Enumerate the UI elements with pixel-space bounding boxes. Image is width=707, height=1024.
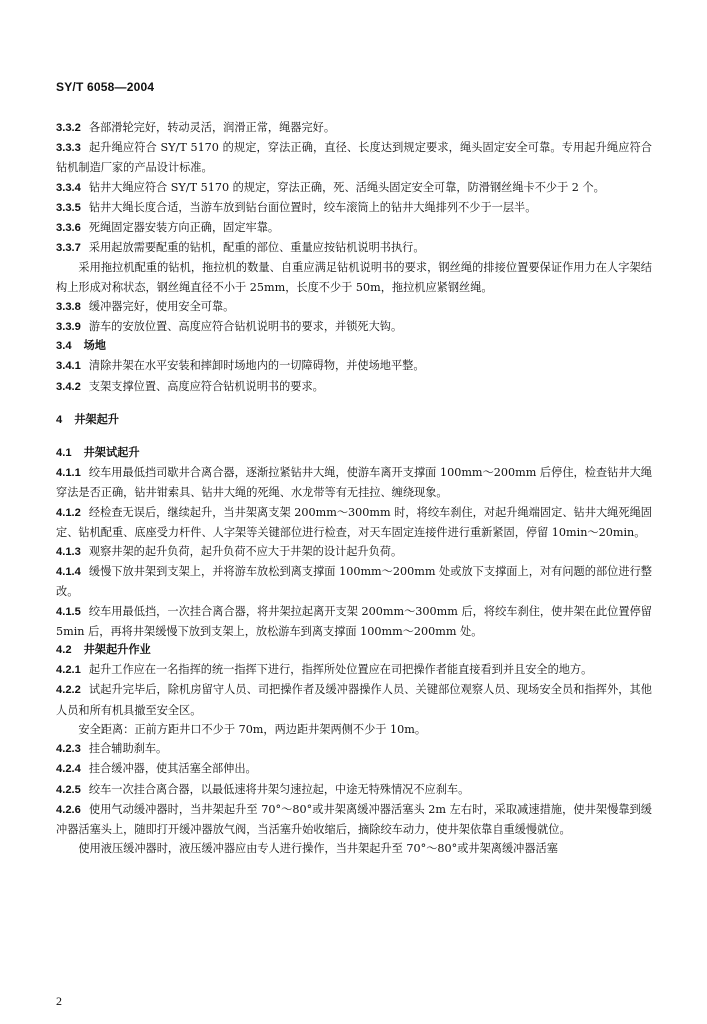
clause-number: 4 [56, 413, 63, 426]
clause-text: 试起升完毕后，除机房留守人员、司把操作者及缓冲器操作人员、关键部位观察人员、现场安全员和指挥外，其他人员和所有机具撤至安全区。 [56, 683, 652, 717]
clause-text: 缓慢下放井架到支架上，并将游车放松到离支撑面 100mm～200mm 处或放下支撑面上，对有问题的部位进行整改。 [56, 565, 652, 599]
document-body [56, 118, 652, 858]
clause-text: 清除井架在水平安装和摔卸时场地内的一切障碍物，并使场地平整。 [88, 359, 425, 373]
clause-number: 4.2.1 [56, 664, 81, 677]
clause-paragraph [56, 297, 652, 317]
clause-text: 挂合辅助刹车。 [88, 742, 168, 756]
standard-code-header: SY/T 6058—2004 [56, 80, 155, 94]
clause-paragraph [56, 238, 652, 258]
clause-paragraph [56, 377, 652, 397]
clause-paragraph [56, 800, 652, 839]
clause-number: 3.3.7 [56, 242, 81, 255]
clause-paragraph [56, 503, 652, 542]
clause-number: 4.2.6 [56, 803, 81, 816]
clause-text: 起升绳应符合 SY/T 5170 的规定，穿法正确，直径、长度达到规定要求，绳头固定安全可靠。专用起升绳应符合钻机制造厂家的产品设计标准。 [56, 141, 652, 175]
clause-paragraph [56, 178, 652, 198]
clause-number: 3.3.9 [56, 321, 81, 334]
clause-number: 4.1 [56, 447, 72, 460]
clause-text: 经检查无误后，继续起升，当井架离支架 200mm～300mm 时，将绞车刹住，对起升绳端固定、钻井大绳死绳固定、钻机配重、底座受力杆件、人字架等关键部位进行检查，对天车固定连接件进行重新紧固，停留 10min～20min。 [56, 505, 652, 539]
chapter-heading [56, 411, 652, 430]
clause-paragraph [56, 463, 652, 502]
clause-number: 3.3.5 [56, 201, 81, 214]
clause-text: 使用液压缓冲器时，液压缓冲器应由专人进行操作，当井架起升至 70°～80°或井架离缓冲器活塞 [78, 842, 558, 856]
clause-number: 3.3.8 [56, 300, 81, 313]
clause-text: 采用拖拉机配重的钻机，拖拉机的数量、自重应满足钻机说明书的要求，钢丝绳的排接位置要保证作用力在人字架结构上形成对称状态，钢丝绳直径不小于 25mm，长度不少于 50m，拖拉机应紧钢丝绳。 [56, 261, 652, 294]
clause-text: 采用起放需要配重的钻机，配重的部位、重量应按钻机说明书执行。 [88, 241, 425, 255]
clause-text: 绞车用最低挡司歇井合离合器，逐渐拉紧钻井大绳，使游车离开支撑面 100mm～200mm 后停住，检查钻井大绳穿法是否正确，钻井钳索具、钻井大绳的死绳、水龙带等有无挂拉、缠绕现象。 [56, 466, 652, 500]
section-heading [56, 444, 652, 463]
clause-text: 死绳固定器安装方向正确，固定牢靠。 [88, 221, 280, 235]
clause-text: 井架起升 [74, 413, 119, 426]
clause-paragraph [56, 138, 652, 177]
clause-number: 4.2.5 [56, 783, 81, 796]
section-heading [56, 337, 652, 356]
clause-paragraph [56, 218, 652, 238]
clause-number: 4.1.5 [56, 605, 81, 618]
clause-number: 3.3.3 [56, 142, 81, 155]
clause-paragraph [56, 602, 652, 641]
clause-text: 支架支撑位置、高度应符合钻机说明书的要求。 [88, 379, 324, 393]
clause-number: 4.2.4 [56, 763, 81, 776]
clause-paragraph [56, 258, 652, 296]
clause-paragraph [56, 780, 652, 800]
clause-text: 场地 [83, 340, 106, 353]
clause-text: 观察井架的起升负荷，起升负荷不应大于井架的设计起升负荷。 [88, 545, 403, 559]
clause-number: 4.1.4 [56, 566, 81, 579]
clause-paragraph [56, 680, 652, 719]
clause-paragraph [56, 356, 652, 376]
clause-text: 钻井大绳应符合 SY/T 5170 的规定，穿法正确，死、活绳头固定安全可靠，防滑钢丝绳卡不少于 2 个。 [88, 180, 605, 194]
clause-text: 起升工作应在一名指挥的统一指挥下进行，指挥所处位置应在司把操作者能直接看到并且安全的地方。 [88, 663, 593, 677]
clause-text: 绞车一次挂合离合器，以最低速将井架匀速拉起，中途无特殊情况不应刹车。 [88, 782, 470, 796]
clause-text: 使用气动缓冲器时，当井架起升至 70°～80°或井架离缓冲器活塞头 2m 左右时，采取减速措施，使井架慢靠到缓冲器活塞头上，随即打开缓冲器放气阀，当活塞升始收缩后，摘除绞车动力，使井架依靠自重缓慢就位。 [56, 802, 652, 836]
clause-paragraph [56, 839, 652, 858]
clause-text: 绞车用最低挡，一次挂合离合器，将井架拉起离开支架 200mm～300mm 后，将绞车刹住，使井架在此位置停留 5min 后，再将井架缓慢下放到支架上，放松游车到离支撑面 100mm～200mm 处。 [56, 604, 652, 638]
section-heading [56, 641, 652, 660]
clause-number: 3.4 [56, 340, 72, 353]
clause-paragraph [56, 562, 652, 601]
clause-number: 3.4.1 [56, 360, 81, 373]
clause-number: 4.1.2 [56, 506, 81, 519]
clause-number: 4.2.3 [56, 743, 81, 756]
clause-text: 缓冲器完好，使用安全可靠。 [88, 299, 235, 313]
clause-number: 3.3.2 [56, 122, 81, 134]
clause-number: 4.2 [56, 644, 72, 657]
clause-number: 3.3.6 [56, 222, 81, 235]
clause-text: 游车的安放位置、高度应符合钻机说明书的要求，并锁死大钩。 [88, 320, 403, 334]
clause-text: 井架起升作业 [83, 644, 151, 657]
clause-paragraph [56, 542, 652, 562]
clause-text: 各部滑轮完好，转动灵活，润滑正常，绳器完好。 [88, 121, 336, 134]
clause-paragraph [56, 118, 652, 138]
clause-number: 4.1.1 [56, 467, 81, 480]
clause-paragraph [56, 317, 652, 337]
clause-text: 井架试起升 [83, 447, 140, 460]
clause-paragraph [56, 759, 652, 779]
clause-number: 4.2.2 [56, 684, 81, 697]
clause-number: 3.4.2 [56, 380, 81, 393]
page-number: 2 [56, 994, 62, 1008]
clause-number: 3.3.4 [56, 181, 81, 194]
clause-text: 挂合缓冲器，使其活塞全部伸出。 [88, 762, 257, 776]
clause-text: 安全距离：正前方距井口不少于 70m，两边距井架两侧不少于 10m。 [78, 722, 427, 736]
clause-paragraph [56, 720, 652, 739]
clause-paragraph [56, 660, 652, 680]
clause-paragraph [56, 739, 652, 759]
clause-number: 4.1.3 [56, 546, 81, 559]
clause-text: 钻井大绳长度合适，当游车放到钻台面位置时，绞车滚筒上的钻井大绳排列不少于一层半。 [88, 200, 537, 214]
clause-paragraph [56, 198, 652, 218]
